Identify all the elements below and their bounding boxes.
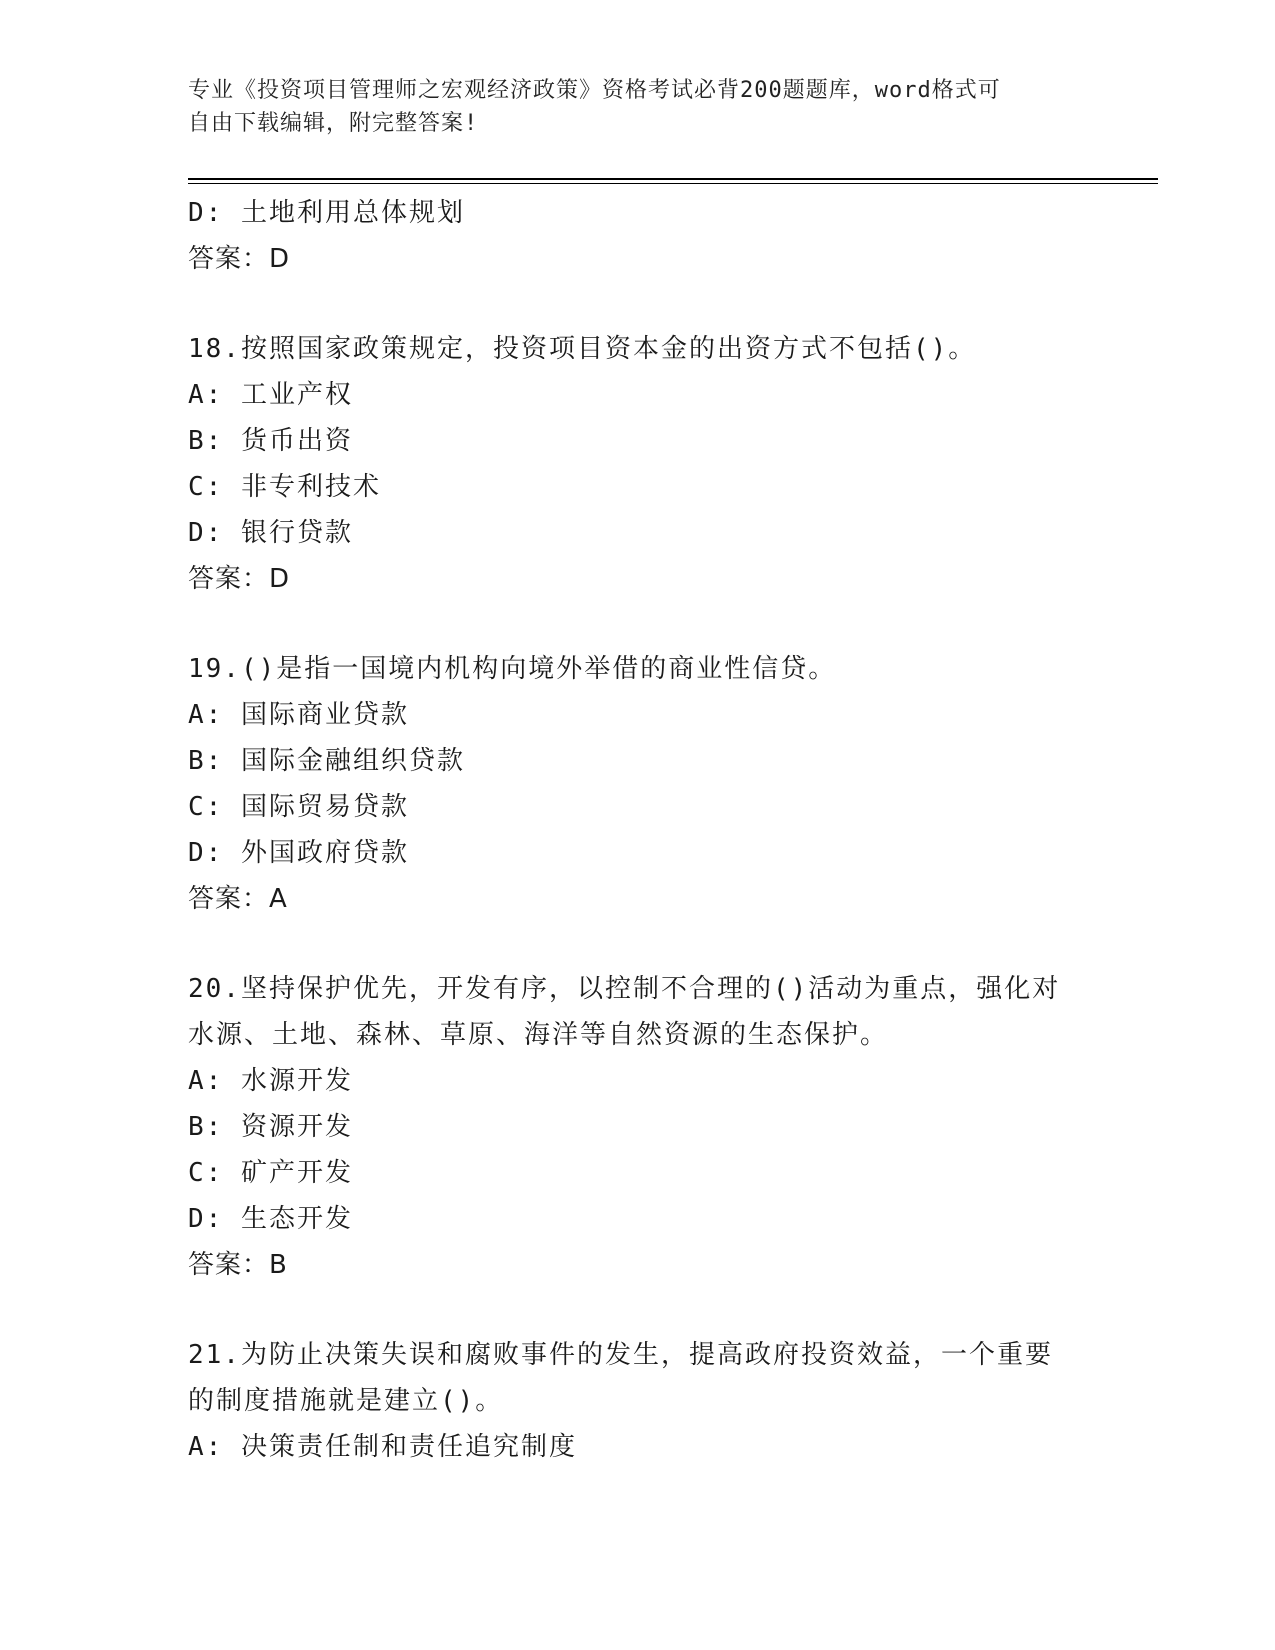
option-a: A: 工业产权	[188, 380, 353, 410]
question-text-line-1: 21.为防止决策失误和腐败事件的发生，提高政府投资效益，一个重要	[188, 1340, 1053, 1370]
option-b: B: 资源开发	[188, 1112, 353, 1142]
option-a: A: 水源开发	[188, 1066, 353, 1096]
option-c: C: 国际贸易贷款	[188, 792, 409, 822]
header-line-1: 专业《投资项目管理师之宏观经济政策》资格考试必背200题题库，word格式可	[188, 78, 1001, 103]
question-text: 18.按照国家政策规定，投资项目资本金的出资方式不包括()。	[188, 334, 977, 364]
option-c: C: 矿产开发	[188, 1158, 353, 1188]
option-b: B: 国际金融组织贷款	[188, 746, 465, 776]
question-20	[188, 966, 1088, 1288]
question-text-line-1: 20.坚持保护优先，开发有序，以控制不合理的()活动为重点，强化对	[188, 974, 1061, 1004]
header-rule-thin	[188, 183, 1158, 184]
question-text-line-2: 水源、土地、森林、草原、海洋等自然资源的生态保护。	[188, 1020, 889, 1050]
option-a: A: 国际商业贷款	[188, 700, 409, 730]
option-b: B: 货币出资	[188, 426, 353, 456]
header-line-2: 自由下载编辑，附完整答案!	[188, 111, 479, 136]
header-rule-thick	[188, 178, 1158, 180]
option-d: D: 银行贷款	[188, 518, 353, 548]
question-21	[188, 1332, 1088, 1470]
option-d: D: 外国政府贷款	[188, 838, 409, 868]
question-19	[188, 646, 1088, 922]
question-text-line-2: 的制度措施就是建立()。	[188, 1386, 504, 1416]
document-header	[188, 74, 1068, 140]
question-list	[188, 190, 1088, 1470]
answer-line: 答案：D	[188, 244, 291, 274]
answer-line: 答案：D	[188, 564, 291, 594]
option-a: A: 决策责任制和责任追究制度	[188, 1432, 577, 1462]
option-d: D: 生态开发	[188, 1204, 353, 1234]
option-c: C: 非专利技术	[188, 472, 381, 502]
answer-line: 答案：B	[188, 1250, 288, 1280]
question-18	[188, 326, 1088, 602]
question-text: 19.()是指一国境内机构向境外举借的商业性信贷。	[188, 654, 837, 684]
option-d: D: 土地利用总体规划	[188, 198, 465, 228]
answer-line: 答案：A	[188, 884, 288, 914]
